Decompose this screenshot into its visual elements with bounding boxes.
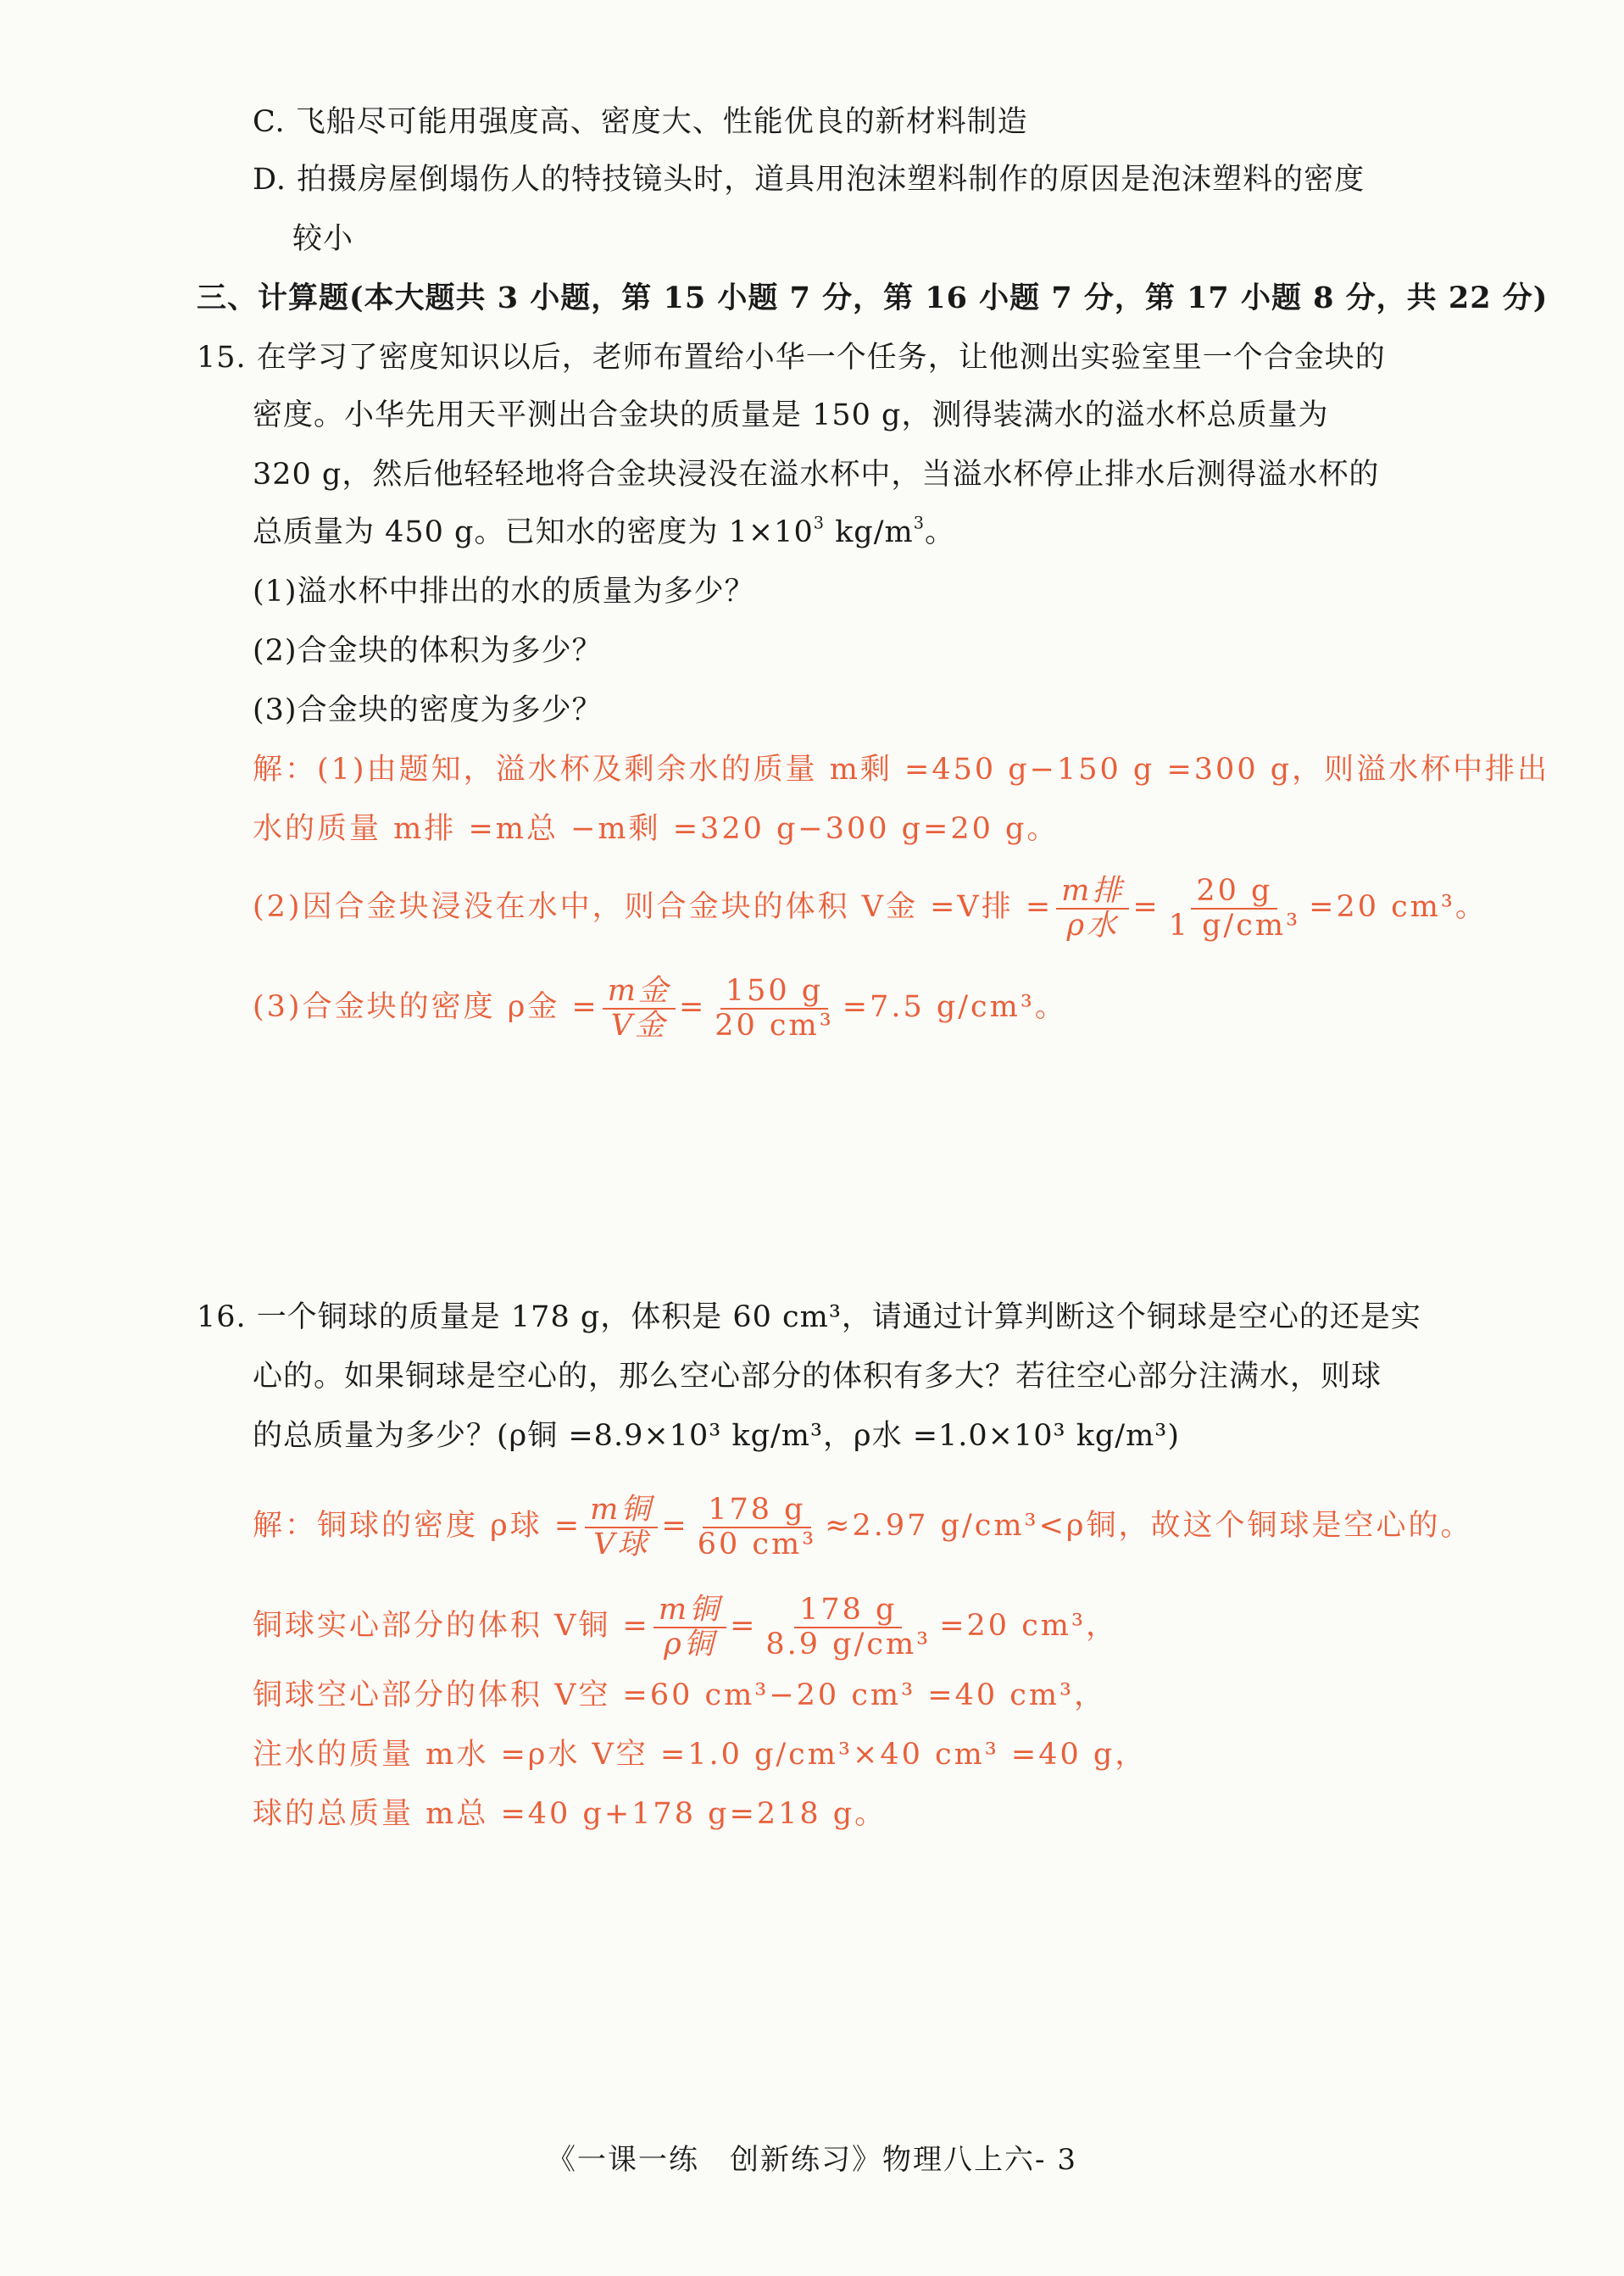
fraction: $\frac{\text{m金}}{\text{V金}}$ [603,975,676,1042]
q15-sub2: (2)合金块的体积为多少？ [253,634,603,668]
q15-sub1: (1)溢水杯中排出的水的质量为多少？ [253,575,755,609]
fraction: $\frac{150 g}{\text{20 cm³}}$ [715,974,834,1043]
q16-answer5: 球的总质量 m总 =40 g+178 g=218 g。 [253,1797,887,1831]
q16-answer2: 铜球实心部分的体积 V铜 = $\frac{\text{m铜}}{\text{ρ铜}}$ = $\frac{178 g}{\text{8.9 g/cm³}}$ =20 cm³， [253,1593,1119,1661]
page-footer: 《一课一练 创新练习》物理八上六- 3 [547,2143,1077,2177]
q15-answer1-line1: 解：(1)由题知，溢水杯及剩余水的质量 m剩 =450 g−150 g =300 g，则溢水杯中排出 [253,753,1550,787]
q15-answer1-line2: 水的质量 m排 =m总 −m剩 =320 g−300 g=20 g。 [253,812,1059,846]
fraction: $\frac{178 g}{\text{8.9 g/cm³}}$ [765,1593,932,1661]
q16-answer1: 解：铜球的密度 ρ球 = $\frac{\text{m铜}}{\text{V球}}$ = $\frac{178 g}{\text{60 cm³}}$ ≈2.97 g/cm³<ρ铜，故这个铜球是空心的。 [253,1493,1473,1561]
fraction: $\frac{178 g}{\text{60 cm³}}$ [697,1493,817,1561]
fraction: $\frac{20 g}{\text{1 g/cm³}}$ [1168,874,1301,943]
q16-line2: 心的。如果铜球是空心的，那么空心部分的体积有多大？若往空心部分注满水，则球 [253,1360,1382,1394]
q16-answer3: 铜球空心部分的体积 V空 =60 cm³−20 cm³ =40 cm³， [253,1678,1107,1712]
section-title: 三、计算题(本大题共 3 小题，第 15 小题 7 分，第 16 小题 7 分，第 17 小题 8 分，共 22 分) [197,281,1549,315]
q16-line3: 的总质量为多少？(ρ铜 =8.9×10³ kg/m³，ρ水 =1.0×10³ kg/m³) [253,1419,1180,1453]
q15-line2: 密度。小华先用天平测出合金块的质量是 150 g，测得装满水的溢水杯总质量为 [253,398,1329,432]
q15-line1: 15. 在学习了密度知识以后，老师布置给小华一个任务，让他测出实验室里一个合金块的 [197,341,1386,375]
fraction: $\frac{\text{m排}}{\text{ρ水}}$ [1056,875,1129,942]
q15-answer3: (3)合金块的密度 ρ金 = $\frac{\text{m金}}{\text{V金}}$ = $\frac{150 g}{\text{20 cm³}}$ =7.5 g/cm³。 [253,974,1067,1043]
q15-sub3: (3)合金块的密度为多少？ [253,693,603,727]
q16-answer4: 注水的质量 m水 =ρ水 V空 =1.0 g/cm³×40 cm³ =40 g， [253,1738,1148,1772]
option-d-line2: 较小 [292,222,354,256]
fraction: $\frac{\text{m铜}}{\text{ρ铜}}$ [653,1594,726,1661]
option-d-line1: D. 拍摄房屋倒塌伤人的特技镜头时，道具用泡沫塑料制作的原因是泡沫塑料的密度 [253,163,1365,197]
q15-line4: 总质量为 450 g。已知水的密度为 $1\times 10^3$ $kg/m^3$。 [253,513,955,549]
q15-answer2: (2)因合金块浸没在水中，则合金块的体积 V金 =V排 = $\frac{\text{m排}}{\text{ρ水}}$ = $\frac{20 g}{\text{1 g/cm³}}$ =20 cm³。 [253,874,1488,943]
q16-line1: 16. 一个铜球的质量是 178 g，体积是 60 cm³，请通过计算判断这个铜球是空心的还是实 [197,1300,1421,1334]
q15-line3: 320 g，然后他轻轻地将合金块浸没在溢水杯中，当溢水杯停止排水后测得溢水杯的 [253,458,1380,492]
option-c: C. 飞船尽可能用强度高、密度大、性能优良的新材料制造 [253,105,1028,139]
fraction: $\frac{\text{m铜}}{\text{V球}}$ [585,1494,658,1561]
